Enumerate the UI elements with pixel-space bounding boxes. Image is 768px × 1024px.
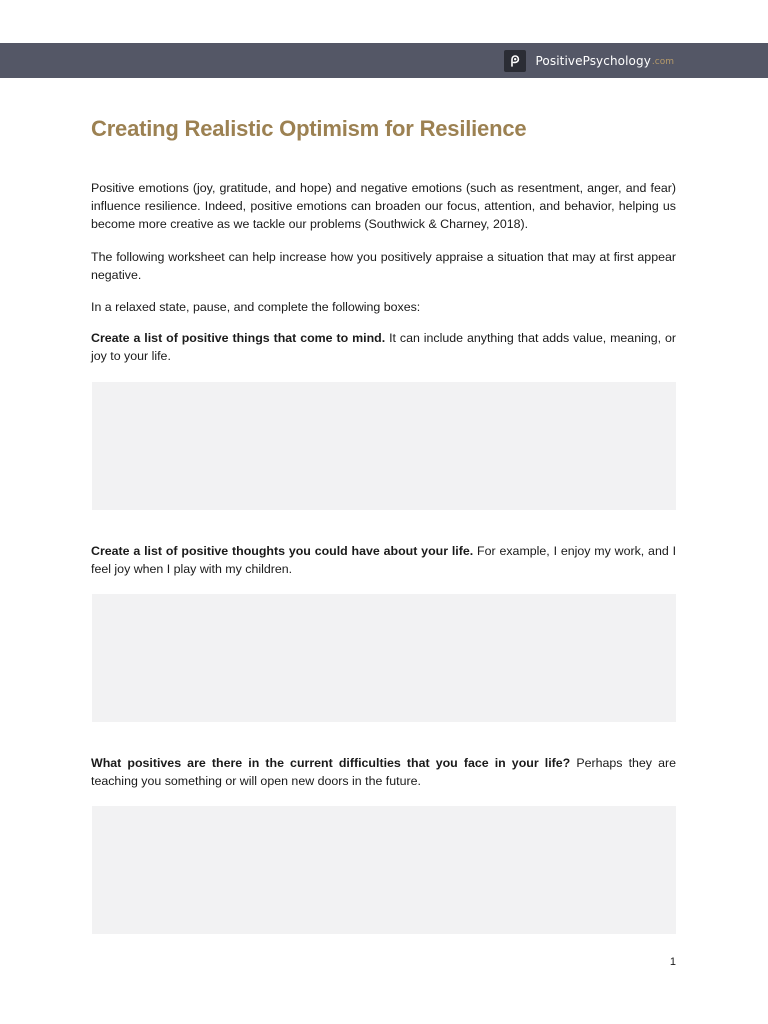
intro-paragraph: The following worksheet can help increase how you positively appraise a situation that may at first appear negative. [91, 249, 676, 282]
brand[interactable] [504, 50, 674, 72]
brand-name: PositivePsychology [535, 54, 651, 68]
answer-box-positives-in-difficulties[interactable] [92, 806, 676, 934]
prompt-text: It can include anything that adds value, meaning, or joy to your life. [91, 331, 677, 364]
prompt-bold: Create a list of positive thoughts you could have about your life. [91, 544, 474, 558]
prompt-bold: Create a list of positive things that come to mind. [91, 331, 386, 345]
prompt-positive-thoughts [91, 542, 676, 578]
prompt-positive-things [91, 329, 676, 365]
prompt-text: For example, I enjoy my work, and I feel joy when I play with my children. [91, 544, 677, 577]
positivepsychology-logo-icon [504, 50, 526, 72]
brand-tld: .com [651, 57, 674, 67]
prompt-positives-in-difficulties [91, 754, 676, 790]
instruction-paragraph: In a relaxed state, pause, and complete the following boxes: [91, 300, 421, 315]
answer-box-positive-thoughts[interactable] [92, 594, 676, 722]
prompt-bold: What positives are there in the current difficulties that you face in your life? [91, 756, 571, 770]
intro-paragraph: Positive emotions (joy, gratitude, and hope) and negative emotions (such as resentment, anger, and fear) influence resilience. Indeed, positive emotions can broaden our focus, attention, and behavior, helping us become more creative as we tackle our problems (Southwick & Charney, 2018). [91, 181, 676, 232]
header-bar [0, 43, 768, 78]
answer-box-positive-things[interactable] [92, 382, 676, 510]
prompt-text: Perhaps they are teaching you something or will open new doors in the future. [91, 756, 676, 789]
intro [91, 179, 676, 330]
page-title: Creating Realistic Optimism for Resilience [91, 116, 527, 141]
page-number: 1 [669, 956, 676, 968]
